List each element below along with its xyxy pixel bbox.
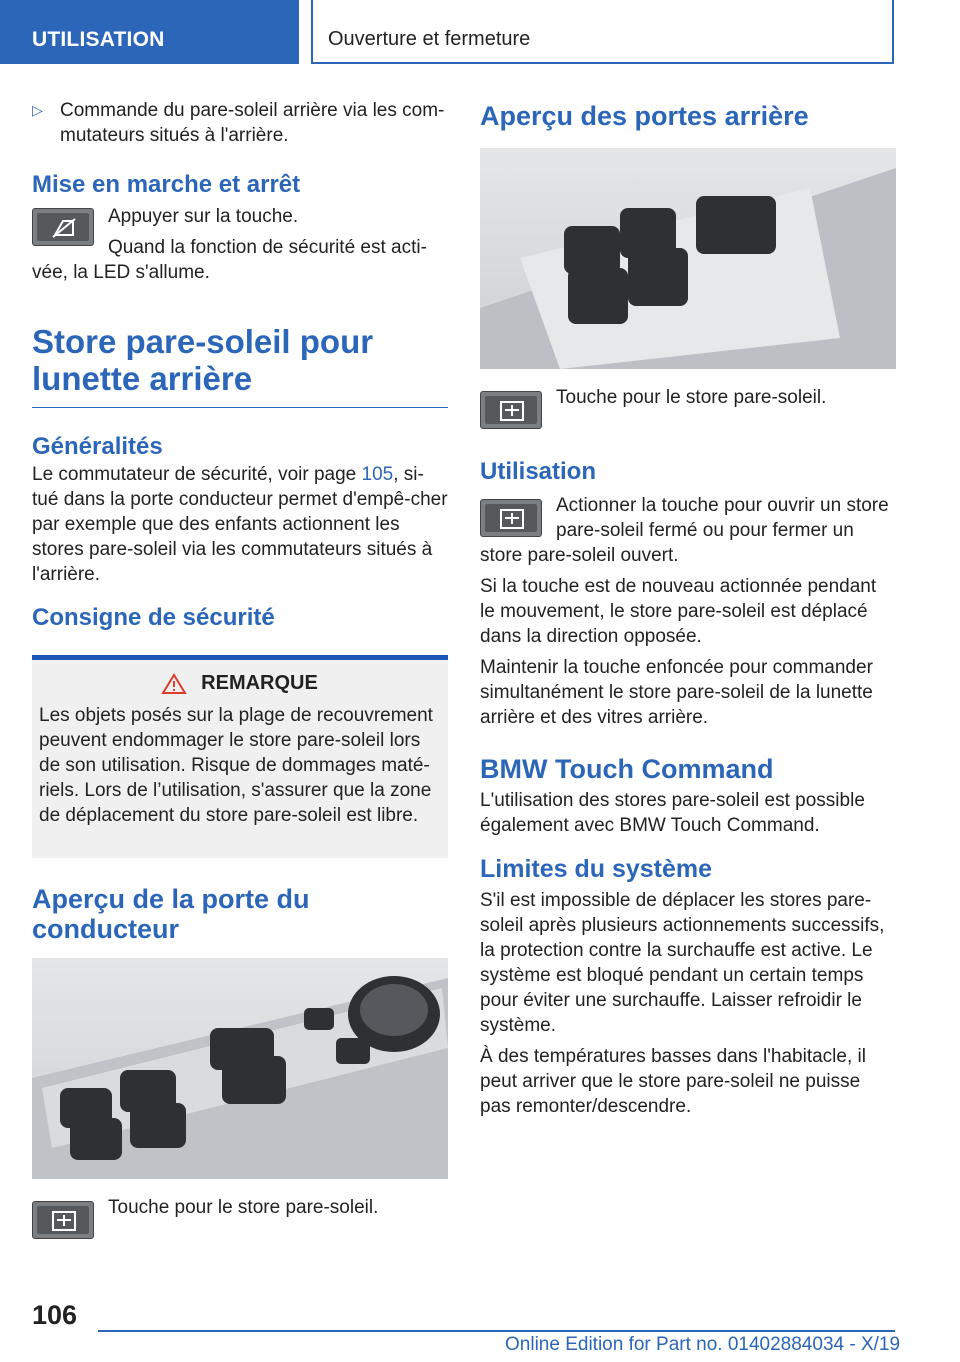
utilisation-block: [480, 493, 896, 574]
heading-store: Store pare-soleil pour lunette arrière: [32, 323, 374, 397]
marche-p1: Appuyer sur la touche.: [108, 206, 299, 227]
notice-box: [32, 655, 448, 858]
window-lock-button-icon: [32, 208, 94, 246]
limites-p2: À des températures basses dans l'habitacle, il peut arriver que le store pare-soleil ne puisse pas remonter/descendre.: [480, 1046, 866, 1117]
right-column: [480, 98, 896, 1125]
rear-door-switch-photo: [480, 148, 896, 369]
section-tab: [0, 0, 299, 64]
sunshade-button-icon: [480, 391, 542, 429]
utilisation-p1: Actionner la touche pour ouvrir un store pare-soleil fermé ou pour fermer un store pare-soleil ouvert.: [480, 495, 889, 566]
notice-text: Les objets posés sur la plage de recouvrement peuvent endommager le store pare-soleil lors de son utilisation. Risque de dommages maté-riels. Lors de l’utilisation, s'assurer que la zone de déplacement du store pare-soleil est libre.: [39, 705, 433, 826]
notice-title: REMARQUE: [201, 672, 318, 694]
rear-touch-text: Touche pour le store pare-soleil.: [556, 387, 827, 408]
chapter-tab: [311, 0, 894, 64]
chapter-title: Ouverture et fermeture: [328, 28, 531, 50]
sunshade-button-icon: [32, 1201, 94, 1239]
limites-p1: S'il est impossible de déplacer les stores pare-soleil après plusieurs actionnements successifs, la protection contre la surchauffe est active. Le système est bloqué pendant un certain temps pour éviter une surchauffe. Laisser refroidir le système.: [480, 890, 885, 1036]
driver-touch-caption: [32, 1195, 448, 1243]
heading-apercu-conducteur: Aperçu de la porte du conducteur: [32, 884, 310, 944]
page-reference-link[interactable]: 105: [361, 464, 394, 485]
section-title: UTILISATION: [32, 28, 165, 51]
bullet-item: [32, 98, 448, 154]
sunshade-button-icon: [480, 499, 542, 537]
heading-marche: Mise en marche et arrêt: [32, 171, 301, 198]
edition-text: Online Edition for Part no. 01402884034 - X/19: [505, 1334, 901, 1355]
notice-header: [39, 672, 440, 695]
heading-apercu-arriere: Aperçu des portes arrière: [480, 101, 809, 131]
heading-touch-command: BMW Touch Command: [480, 754, 774, 784]
driver-touch-text: Touche pour le store pare-soleil.: [108, 1197, 379, 1218]
triangle-bullet-icon: ▷: [32, 102, 43, 118]
marche-p2: Quand la fonction de sécurité est acti-vée, la LED s'allume.: [32, 237, 427, 283]
touch-command-text: L'utilisation des stores pare-soleil est possible également avec BMW Touch Command.: [480, 790, 865, 836]
footer-rule: [98, 1330, 895, 1332]
heading-consigne: Consigne de sécurité: [32, 604, 275, 631]
utilisation-p3: Maintenir la touche enfoncée pour commander simultanément le store pare-soleil de la lunette arrière et des vitres arrière.: [480, 657, 873, 728]
heading-generalites: Généralités: [32, 433, 163, 460]
utilisation-p2: Si la touche est de nouveau actionnée pendant le mouvement, le store pare-soleil est déplacé dans la direction opposée.: [480, 576, 877, 647]
heading-rule: [32, 407, 448, 408]
warning-triangle-icon: [161, 673, 187, 695]
heading-utilisation: Utilisation: [480, 458, 597, 485]
driver-door-switch-photo: [32, 958, 448, 1179]
page-number: 106: [32, 1300, 78, 1330]
left-column: [32, 98, 448, 1243]
marche-block: [32, 204, 448, 291]
bullet-text: Commande du pare-soleil arrière via les com-mutateurs situés à l'arrière.: [60, 100, 445, 146]
generalites-text: Le commutateur de sécurité, voir page 105, si-tué dans la porte conducteur permet d'empê-cher par exemple que des enfants actionnent les stores pare-soleil via les commutateurs situés à l'arrière.: [32, 464, 448, 585]
heading-limites: Limites du système: [480, 855, 713, 883]
rear-touch-caption: [480, 385, 896, 433]
